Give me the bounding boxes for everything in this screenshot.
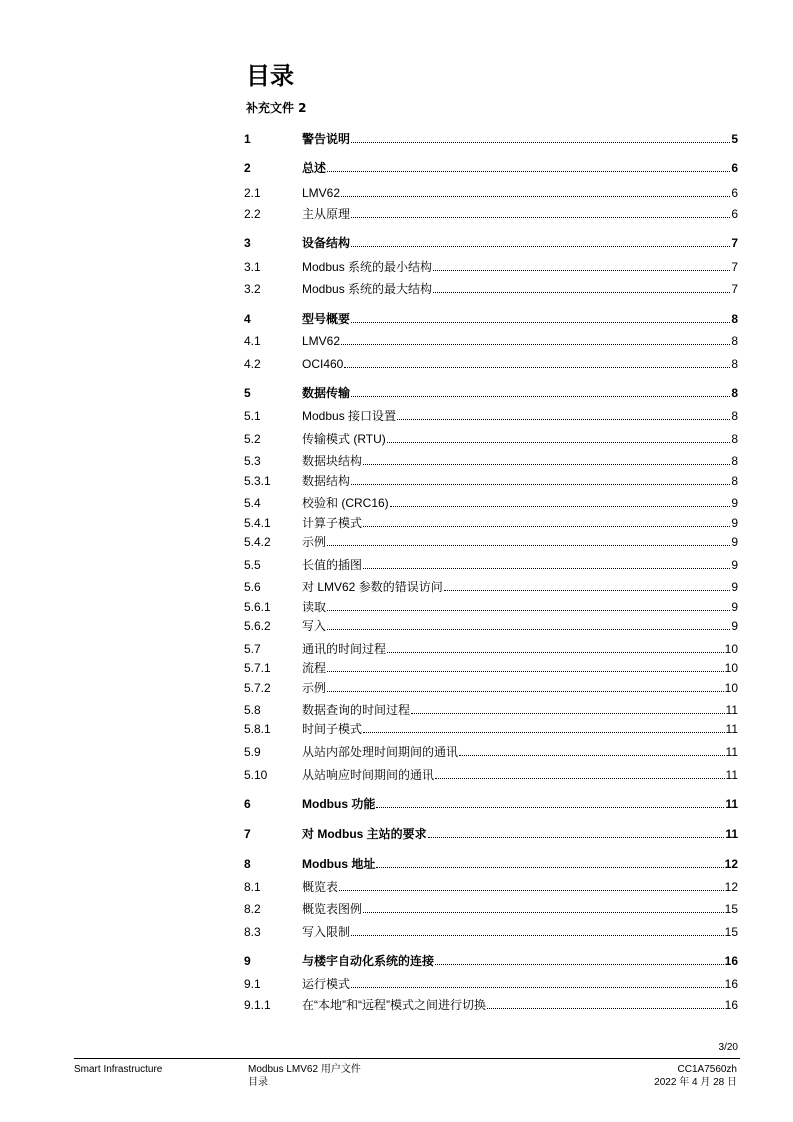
toc-dot-leader <box>351 396 730 397</box>
toc-entry-number: 5.2 <box>244 432 261 446</box>
toc-dot-leader <box>487 1008 724 1009</box>
footer-document: Modbus LMV62 用户文件 <box>248 1064 361 1075</box>
toc-entry-title: 型号概要 <box>302 312 351 326</box>
toc-entry[interactable] <box>244 679 738 695</box>
toc-dot-leader <box>363 912 724 913</box>
page-title: 目录 <box>246 62 294 90</box>
toc-dot-leader <box>376 867 723 868</box>
toc-entry-title: 从站内部处理时间期间的通讯 <box>302 745 459 759</box>
toc-entry-page: 6 <box>731 161 738 175</box>
toc-dot-leader <box>433 270 730 271</box>
toc-entry[interactable] <box>244 975 738 991</box>
toc-entry-number: 8.3 <box>244 925 261 939</box>
toc-entry[interactable] <box>244 701 738 717</box>
toc-dot-leader <box>363 732 725 733</box>
toc-dot-leader <box>327 171 730 172</box>
toc-entry-title: 数据传输 <box>302 386 351 400</box>
toc-entry[interactable] <box>244 452 738 468</box>
toc-entry[interactable] <box>244 617 738 633</box>
toc-entry-title: 数据查询的时间过程 <box>302 703 411 717</box>
toc-entry-number: 5.6.2 <box>244 619 271 633</box>
toc-dot-leader <box>428 837 725 838</box>
toc-entry[interactable] <box>244 130 738 146</box>
toc-entry-page: 10 <box>724 681 738 695</box>
footer-company: Smart Infrastructure <box>74 1064 163 1075</box>
toc-entry-title: 校验和 (CRC16) <box>302 496 389 510</box>
toc-entry-page: 6 <box>731 186 738 200</box>
toc-entry-page: 16 <box>724 954 738 968</box>
toc-entry-number: 5.8.1 <box>244 722 271 736</box>
toc-entry-number: 2.1 <box>244 186 261 200</box>
toc-entry-number: 5.10 <box>244 768 268 782</box>
toc-entry-title: 与楼宇自动化系统的连接 <box>302 954 435 968</box>
toc-dot-leader <box>351 987 724 988</box>
toc-entry-title: 写入 <box>302 619 327 633</box>
toc-entry-title: 长值的插图 <box>302 558 363 572</box>
toc-entry[interactable] <box>244 640 738 656</box>
toc-entry-page: 9 <box>731 496 738 510</box>
toc-entry-number: 7 <box>244 827 251 841</box>
toc-entry-page: 8 <box>731 432 738 446</box>
toc-entry-title: 概览表图例 <box>302 902 363 916</box>
toc-dot-leader <box>351 935 724 936</box>
toc-entry-number: 8 <box>244 857 251 871</box>
toc-entry-number: 9.1 <box>244 977 261 991</box>
toc-dot-leader <box>339 890 724 891</box>
toc-entry-number: 5.6.1 <box>244 600 271 614</box>
toc-entry-number: 5.3.1 <box>244 474 271 488</box>
toc-entry[interactable] <box>244 659 738 675</box>
toc-entry[interactable] <box>244 743 738 759</box>
toc-entry-title: 传输模式 (RTU) <box>302 432 386 446</box>
toc-entry-number: 5.9 <box>244 745 261 759</box>
toc-entry[interactable] <box>244 280 738 296</box>
toc-entry-title: 运行模式 <box>302 977 351 991</box>
toc-entry[interactable] <box>244 720 738 736</box>
toc-entry-page: 11 <box>725 703 738 717</box>
toc-entry[interactable] <box>244 855 738 871</box>
toc-entry-title: Modbus 系统的最大结构 <box>302 282 433 296</box>
toc-entry[interactable] <box>244 494 738 510</box>
toc-entry[interactable] <box>244 766 738 782</box>
toc-entry[interactable] <box>244 332 738 348</box>
toc-entry-page: 11 <box>725 745 738 759</box>
toc-entry-number: 8.2 <box>244 902 261 916</box>
toc-entry-number: 5.3 <box>244 454 261 468</box>
toc-entry[interactable] <box>244 878 738 894</box>
supplement-heading: 补充文件 2 <box>246 101 307 115</box>
toc-entry[interactable] <box>244 923 738 939</box>
toc-entry-title: 读取 <box>302 600 327 614</box>
toc-dot-leader <box>376 807 724 808</box>
toc-dot-leader <box>363 526 730 527</box>
toc-entry[interactable] <box>244 556 738 572</box>
toc-entry-number: 5.7 <box>244 642 261 656</box>
toc-entry[interactable] <box>244 310 738 326</box>
toc-dot-leader <box>327 610 730 611</box>
toc-entry-page: 9 <box>731 516 738 530</box>
toc-entry-page: 10 <box>724 661 738 675</box>
toc-entry-page: 11 <box>725 797 738 811</box>
toc-entry[interactable] <box>244 430 738 446</box>
toc-entry-page: 9 <box>731 580 738 594</box>
toc-entry-title: Modbus 接口设置 <box>302 409 397 423</box>
toc-entry-page: 8 <box>731 312 738 326</box>
toc-entry[interactable] <box>244 184 738 200</box>
toc-entry-page: 8 <box>731 409 738 423</box>
toc-entry[interactable] <box>244 900 738 916</box>
toc-entry-number: 2 <box>244 161 251 175</box>
toc-entry-title: 写入限制 <box>302 925 351 939</box>
toc-entry-page: 8 <box>731 386 738 400</box>
toc-entry-number: 3.1 <box>244 260 261 274</box>
toc-dot-leader <box>363 568 730 569</box>
toc-dot-leader <box>341 196 730 197</box>
toc-entry-number: 4 <box>244 312 251 326</box>
toc-entry[interactable] <box>244 598 738 614</box>
toc-entry-page: 12 <box>724 880 738 894</box>
toc-dot-leader <box>387 442 731 443</box>
toc-dot-leader <box>327 545 730 546</box>
toc-entry-title: OCI460 <box>302 357 344 371</box>
toc-entry-page: 11 <box>725 827 738 841</box>
toc-entry-number: 3.2 <box>244 282 261 296</box>
toc-entry-page: 12 <box>724 857 738 871</box>
toc-dot-leader <box>390 506 731 507</box>
toc-entry-title: 数据块结构 <box>302 454 363 468</box>
toc-entry-title: 在“本地”和“远程”模式之间进行切换 <box>302 998 486 1012</box>
toc-entry-page: 6 <box>731 207 738 221</box>
toc-dot-leader <box>351 142 730 143</box>
toc-dot-leader <box>327 629 730 630</box>
toc-dot-leader <box>433 292 730 293</box>
footer-date: 2022 年 4 月 28 日 <box>654 1077 737 1088</box>
toc-entry[interactable] <box>244 407 738 423</box>
toc-entry-page: 9 <box>731 535 738 549</box>
toc-entry-page: 10 <box>724 642 738 656</box>
toc-dot-leader <box>397 419 730 420</box>
toc-dot-leader <box>351 246 730 247</box>
toc-entry-page: 11 <box>725 722 738 736</box>
toc-entry[interactable] <box>244 996 738 1012</box>
toc-entry[interactable] <box>244 514 738 530</box>
page-number: 3/20 <box>718 1042 738 1053</box>
toc-entry-number: 3 <box>244 236 251 250</box>
toc-dot-leader <box>351 484 730 485</box>
toc-entry[interactable] <box>244 234 738 250</box>
toc-entry-title: 警告说明 <box>302 132 351 146</box>
toc-dot-leader <box>435 778 725 779</box>
toc-entry[interactable] <box>244 825 738 841</box>
toc-entry[interactable] <box>244 205 738 221</box>
toc-entry-title: 概览表 <box>302 880 339 894</box>
toc-entry-number: 2.2 <box>244 207 261 221</box>
toc-entry-number: 5.4.2 <box>244 535 271 549</box>
toc-entry-title: 流程 <box>302 661 327 675</box>
toc-entry[interactable] <box>244 355 738 371</box>
toc-dot-leader <box>363 464 730 465</box>
toc-entry[interactable] <box>244 258 738 274</box>
toc-entry-title: 示例 <box>302 535 327 549</box>
toc-entry-title: 设备结构 <box>302 236 351 250</box>
toc-entry-title: Modbus 地址 <box>302 857 376 871</box>
toc-dot-leader <box>459 755 725 756</box>
toc-entry-title: 时间子模式 <box>302 722 363 736</box>
toc-entry[interactable] <box>244 578 738 594</box>
toc-dot-leader <box>387 652 724 653</box>
toc-entry-title: LMV62 <box>302 186 341 200</box>
toc-dot-leader <box>327 671 724 672</box>
toc-entry-page: 8 <box>731 474 738 488</box>
toc-entry-number: 5.7.2 <box>244 681 271 695</box>
toc-entry-title: 对 LMV62 参数的错误访问 <box>302 580 443 594</box>
toc-dot-leader <box>435 964 724 965</box>
toc-dot-leader <box>351 322 730 323</box>
table-of-contents <box>244 0 738 1010</box>
toc-entry-page: 8 <box>731 357 738 371</box>
toc-entry-page: 7 <box>731 236 738 250</box>
footer-doc-id: CC1A7560zh <box>677 1064 737 1075</box>
toc-entry-page: 15 <box>724 902 738 916</box>
toc-entry-page: 7 <box>731 282 738 296</box>
toc-entry-page: 5 <box>731 132 738 146</box>
footer-section: 目录 <box>248 1077 268 1088</box>
toc-entry-number: 4.2 <box>244 357 261 371</box>
toc-entry-page: 9 <box>731 558 738 572</box>
toc-entry-page: 8 <box>731 454 738 468</box>
toc-entry-number: 5.6 <box>244 580 261 594</box>
toc-entry-title: LMV62 <box>302 334 341 348</box>
footer-divider <box>74 1058 740 1059</box>
toc-entry-page: 11 <box>725 768 738 782</box>
toc-entry[interactable] <box>244 952 738 968</box>
toc-entry-page: 8 <box>731 334 738 348</box>
toc-entry-title: 数据结构 <box>302 474 351 488</box>
toc-dot-leader <box>444 590 731 591</box>
toc-entry[interactable] <box>244 472 738 488</box>
toc-entry-title: Modbus 功能 <box>302 797 376 811</box>
toc-entry-number: 5.7.1 <box>244 661 271 675</box>
toc-entry-number: 5 <box>244 386 251 400</box>
toc-entry-number: 5.8 <box>244 703 261 717</box>
toc-entry-number: 9.1.1 <box>244 998 271 1012</box>
toc-entry[interactable] <box>244 159 738 175</box>
toc-entry-number: 5.4.1 <box>244 516 271 530</box>
toc-dot-leader <box>341 344 730 345</box>
toc-entry-title: 计算子模式 <box>302 516 363 530</box>
toc-dot-leader <box>327 691 724 692</box>
toc-entry-number: 8.1 <box>244 880 261 894</box>
toc-dot-leader <box>411 713 725 714</box>
toc-entry-number: 6 <box>244 797 251 811</box>
toc-entry-number: 4.1 <box>244 334 261 348</box>
toc-entry-title: 示例 <box>302 681 327 695</box>
toc-entry[interactable] <box>244 795 738 811</box>
toc-entry-number: 5.5 <box>244 558 261 572</box>
toc-entry-number: 5.1 <box>244 409 261 423</box>
toc-entry-title: 通讯的时间过程 <box>302 642 387 656</box>
toc-entry[interactable] <box>244 533 738 549</box>
toc-entry-title: 主从原理 <box>302 207 351 221</box>
toc-entry-number: 1 <box>244 132 251 146</box>
toc-entry-page: 16 <box>724 998 738 1012</box>
toc-entry-title: Modbus 系统的最小结构 <box>302 260 433 274</box>
toc-entry-page: 7 <box>731 260 738 274</box>
toc-entry-page: 9 <box>731 600 738 614</box>
toc-entry-number: 9 <box>244 954 251 968</box>
toc-entry-title: 总述 <box>302 161 327 175</box>
toc-entry-page: 16 <box>724 977 738 991</box>
toc-entry-title: 从站响应时间期间的通讯 <box>302 768 435 782</box>
toc-entry-page: 15 <box>724 925 738 939</box>
toc-dot-leader <box>344 367 730 368</box>
toc-entry-number: 5.4 <box>244 496 261 510</box>
toc-entry-title: 对 Modbus 主站的要求 <box>302 827 427 841</box>
toc-entry-page: 9 <box>731 619 738 633</box>
toc-entry[interactable] <box>244 384 738 400</box>
toc-dot-leader <box>351 217 730 218</box>
